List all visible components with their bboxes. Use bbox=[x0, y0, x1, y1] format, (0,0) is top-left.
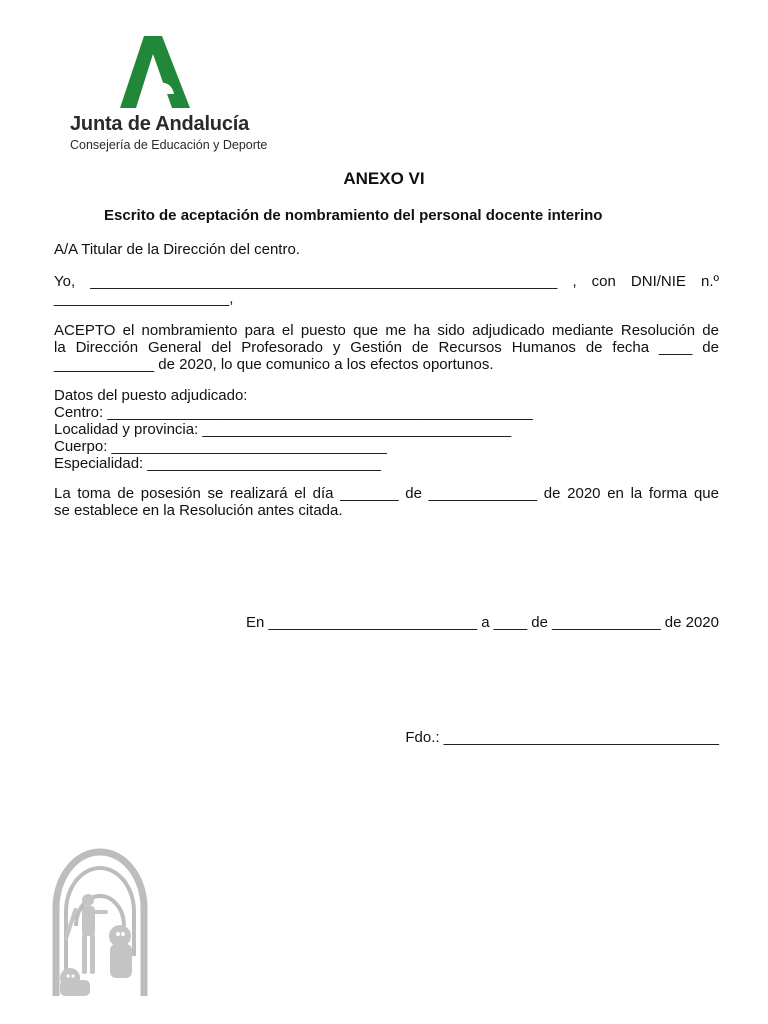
toma-line-1: La toma de posesión se realizará el día _______ de _____________ de 2020 en la forma que bbox=[54, 485, 719, 502]
localidad-field: Localidad y provincia: _____________________________________ bbox=[54, 421, 512, 438]
logo-name: Junta de Andalucía bbox=[70, 113, 250, 135]
datos-heading: Datos del puesto adjudicado: bbox=[54, 387, 248, 404]
logo-department: Consejería de Educación y Deporte bbox=[70, 138, 268, 152]
signature-line: Fdo.: _________________________________ bbox=[405, 729, 719, 746]
toma-line-2: se establece en la Resolución antes citada. bbox=[54, 502, 343, 519]
yo-line-2: _____________________, bbox=[54, 290, 234, 307]
centro-field: Centro: ___________________________________________________ bbox=[54, 404, 533, 421]
especialidad-field: Especialidad: ____________________________ bbox=[54, 455, 381, 472]
document-subtitle: Escrito de aceptación de nombramiento del personal docente interino bbox=[104, 207, 603, 224]
yo-line-1: Yo, ________________________________________________________ , con DNI/NIE n.º bbox=[54, 273, 719, 290]
cuerpo-field: Cuerpo: _________________________________ bbox=[54, 438, 387, 455]
datos-section bbox=[54, 387, 719, 472]
acepto-line-2: la Dirección General del Profesorado y Gestión de Recursos Humanos de fecha ____ de bbox=[54, 339, 719, 356]
yo-paragraph bbox=[54, 273, 719, 307]
andalucia-coat-of-arms-watermark-icon bbox=[52, 846, 148, 998]
andalucia-a-logo-icon bbox=[114, 34, 198, 110]
toma-paragraph bbox=[54, 485, 719, 519]
acepto-paragraph bbox=[54, 322, 719, 373]
addressee-line: A/A Titular de la Dirección del centro. bbox=[54, 241, 300, 258]
acepto-line-1: ACEPTO el nombramiento para el puesto que me ha sido adjudicado mediante Resolución de bbox=[54, 322, 719, 339]
junta-andalucia-logo bbox=[68, 34, 268, 158]
place-date-line: En _________________________ a ____ de _____________ de 2020 bbox=[246, 614, 719, 631]
document-title: ANEXO VI bbox=[343, 169, 425, 188]
acepto-line-3: ____________ de 2020, lo que comunico a los efectos oportunos. bbox=[54, 356, 494, 373]
coat-of-arms-seal bbox=[52, 846, 148, 998]
